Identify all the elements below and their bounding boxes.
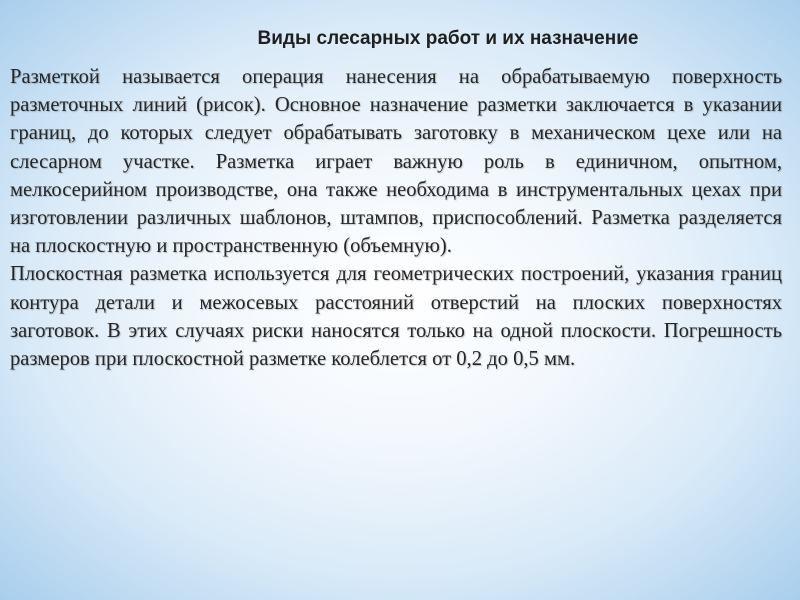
slide-body (10, 63, 782, 373)
slide-title: Виды слесарных работ и их назначение (257, 28, 639, 49)
paragraph-marking-definition: Разметкой называется операция нанесения на обрабатываемую поверхность разметочных линий (рисок). Основное назначение разметки заключается в указании границ, до которых следует обрабатывать заготовку в механическом цехе или на слесарном участке. Разметка играет важную роль в единичном, опытном, мелкосерийном производстве, она также необходима в инструментальных цехах при изготовлении различных шаблонов, штампов, приспособлений. Разметка разделяется на плоскостную и пространственную (объемную). (10, 66, 782, 258)
paragraph-planar-marking: Плоскостная разметка используется для геометрических построений, указания границ контура детали и межосевых расстояний отверстий на плоских поверхностях заготовок. В этих случаях риски наносятся только на одной плоскости. Погрешность размеров при плоскостной разметке колеблется от 0,2 до 0,5 мм. (10, 263, 782, 371)
